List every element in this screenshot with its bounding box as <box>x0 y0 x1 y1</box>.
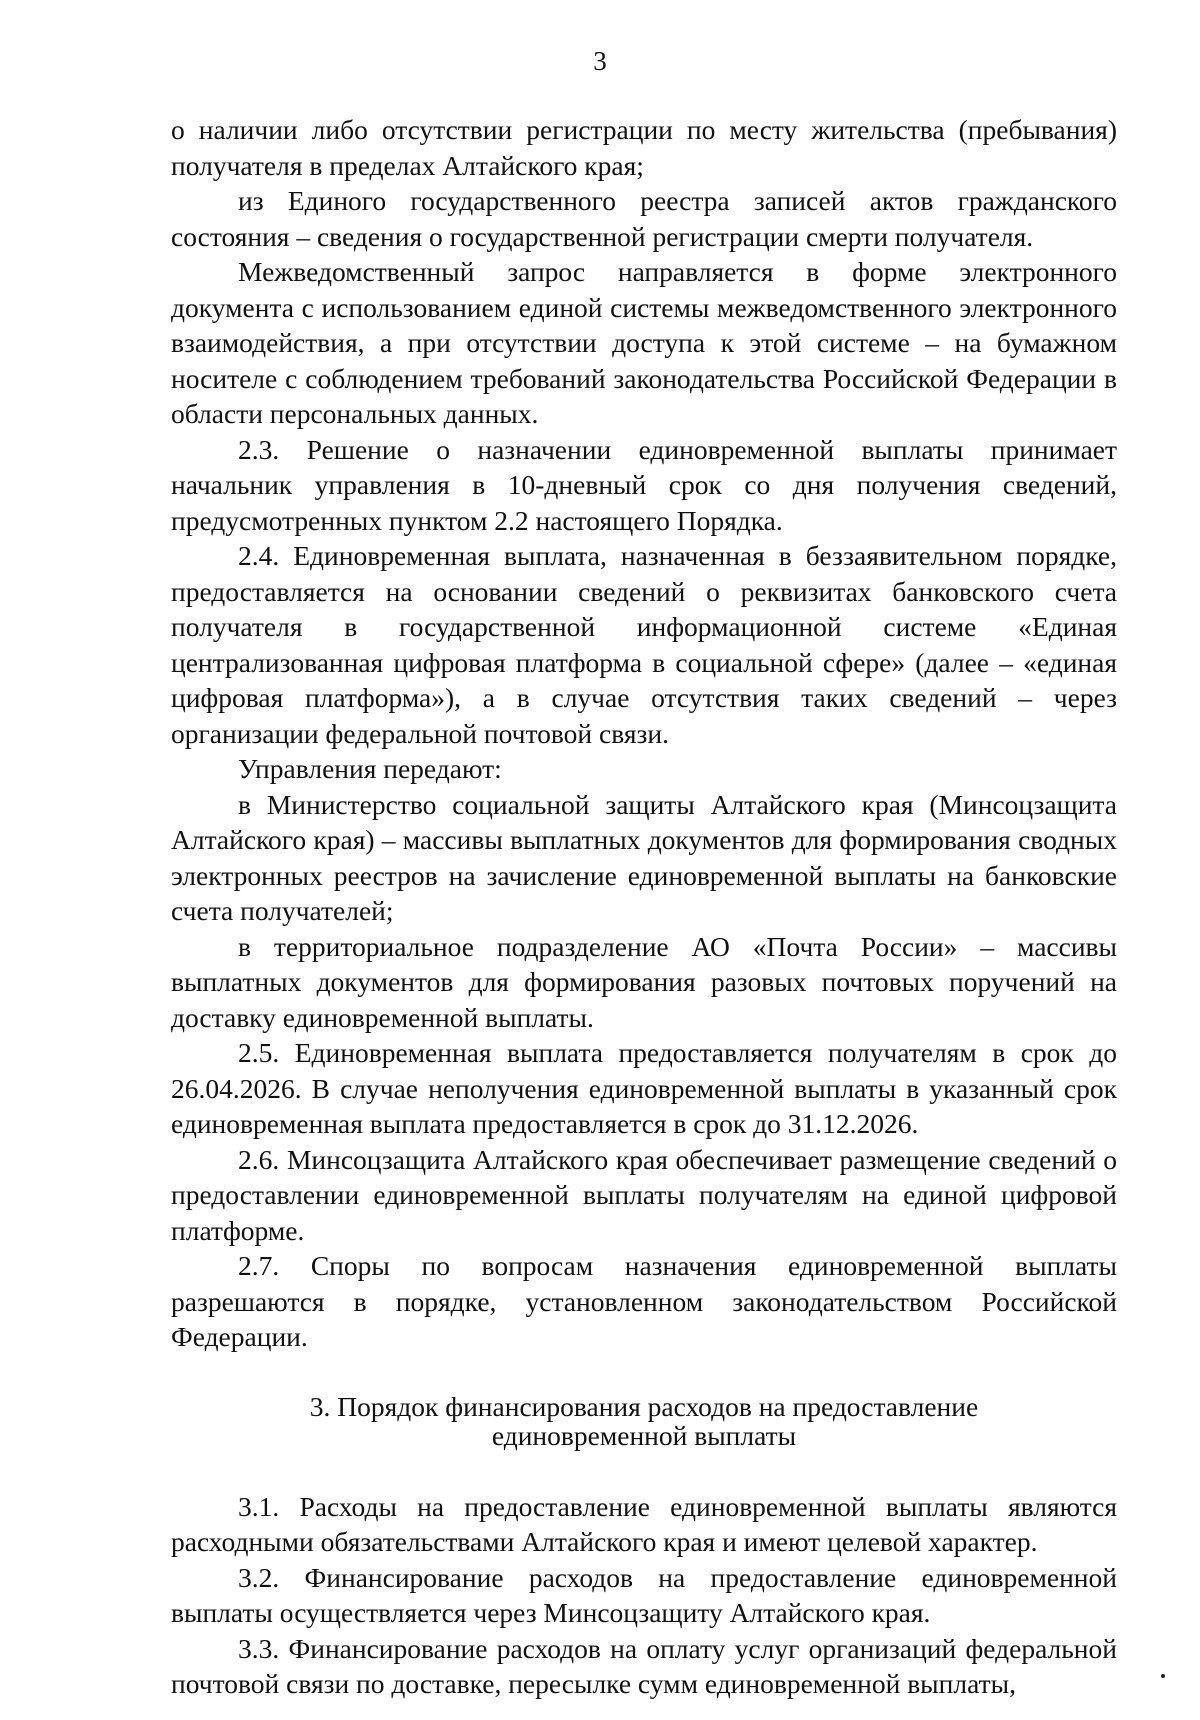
document-paragraph: 2.3. Решение о назначении единовременной выплаты принимает начальник управления в 10-дневный срок со дня получения сведений, предусмотренных пунктом 2.2 настоящего Порядка. <box>171 433 1117 536</box>
document-paragraph: о наличии либо отсутствии регистрации по месту жительства (пребывания) получателя в пределах Алтайского края; <box>171 114 1117 181</box>
document-paragraph: 2.6. Минсоцзащита Алтайского края обеспечивает размещение сведений о предоставлении единовременной выплаты получателям на единой цифровой платформе. <box>171 1143 1117 1246</box>
paragraph-group-after-heading <box>171 1489 1117 1702</box>
document-paragraph: Межведомственный запрос направляется в форме электронного документа с использованием единой системы межведомственного электронного взаимодействия, а при отсутствии доступа к этой системе – на бумажном носителе с соблюдением требований законодательства Российской Федерации в области персональных данных. <box>171 256 1117 429</box>
document-paragraph: 2.5. Единовременная выплата предоставляется получателям в срок до 26.04.2026. В случае неполучения единовременной выплаты в указанный срок единовременная выплата предоставляется в срок до 31.12.2026. <box>171 1037 1117 1139</box>
document-paragraph: 3.3. Финансирование расходов на оплату услуг организаций федеральной почтовой связи по доставке, пересылке сумм единовременной выплаты, <box>171 1632 1117 1699</box>
document-paragraph: 3.1. Расходы на предоставление единовременной выплаты являются расходными обязательствами Алтайского края и имеют целевой характер. <box>171 1490 1117 1557</box>
section-heading-line-2: единовременной выплаты <box>491 1419 797 1451</box>
scan-speck <box>1161 1674 1165 1678</box>
document-body <box>171 112 1117 1702</box>
document-paragraph: из Единого государственного реестра записей актов гражданского состояния – сведения о государственной регистрации смерти получателя. <box>171 185 1117 252</box>
paragraph-group-before-heading <box>171 112 1117 1355</box>
document-paragraph: 2.7. Споры по вопросам назначения единовременной выплаты разрешаются в порядке, установленном законодательством Российской Федерации. <box>171 1250 1117 1352</box>
document-paragraph: Управления передают: <box>238 753 502 784</box>
page-number: 3 <box>593 46 607 76</box>
section-heading <box>171 1392 1117 1450</box>
document-paragraph: 2.4. Единовременная выплата, назначенная в беззаявительном порядке, предоставляется на основании сведений о реквизитах банковского счета получателя в государственной информационной системе «Единая централизованная цифровая платформа в социальной сфере» (далее – «единая цифровая платформа»), а в случае отсутствия таких сведений – через организации федеральной почтовой связи. <box>171 540 1117 749</box>
section-heading-line-1: 3. Порядок финансирования расходов на предоставление <box>309 1390 979 1422</box>
document-paragraph: в территориальное подразделение АО «Почта России» – массивы выплатных документов для формирования разовых почтовых поручений на доставку единовременной выплаты. <box>171 930 1117 1033</box>
document-paragraph: в Министерство социальной защиты Алтайского края (Минсоцзащита Алтайского края) – массивы выплатных документов для формирования сводных электронных реестров на зачисление единовременной выплаты на банковские счета получателей; <box>171 788 1117 926</box>
document-paragraph: 3.2. Финансирование расходов на предоставление единовременной выплаты осуществляется через Минсоцзащиту Алтайского края. <box>171 1561 1117 1628</box>
